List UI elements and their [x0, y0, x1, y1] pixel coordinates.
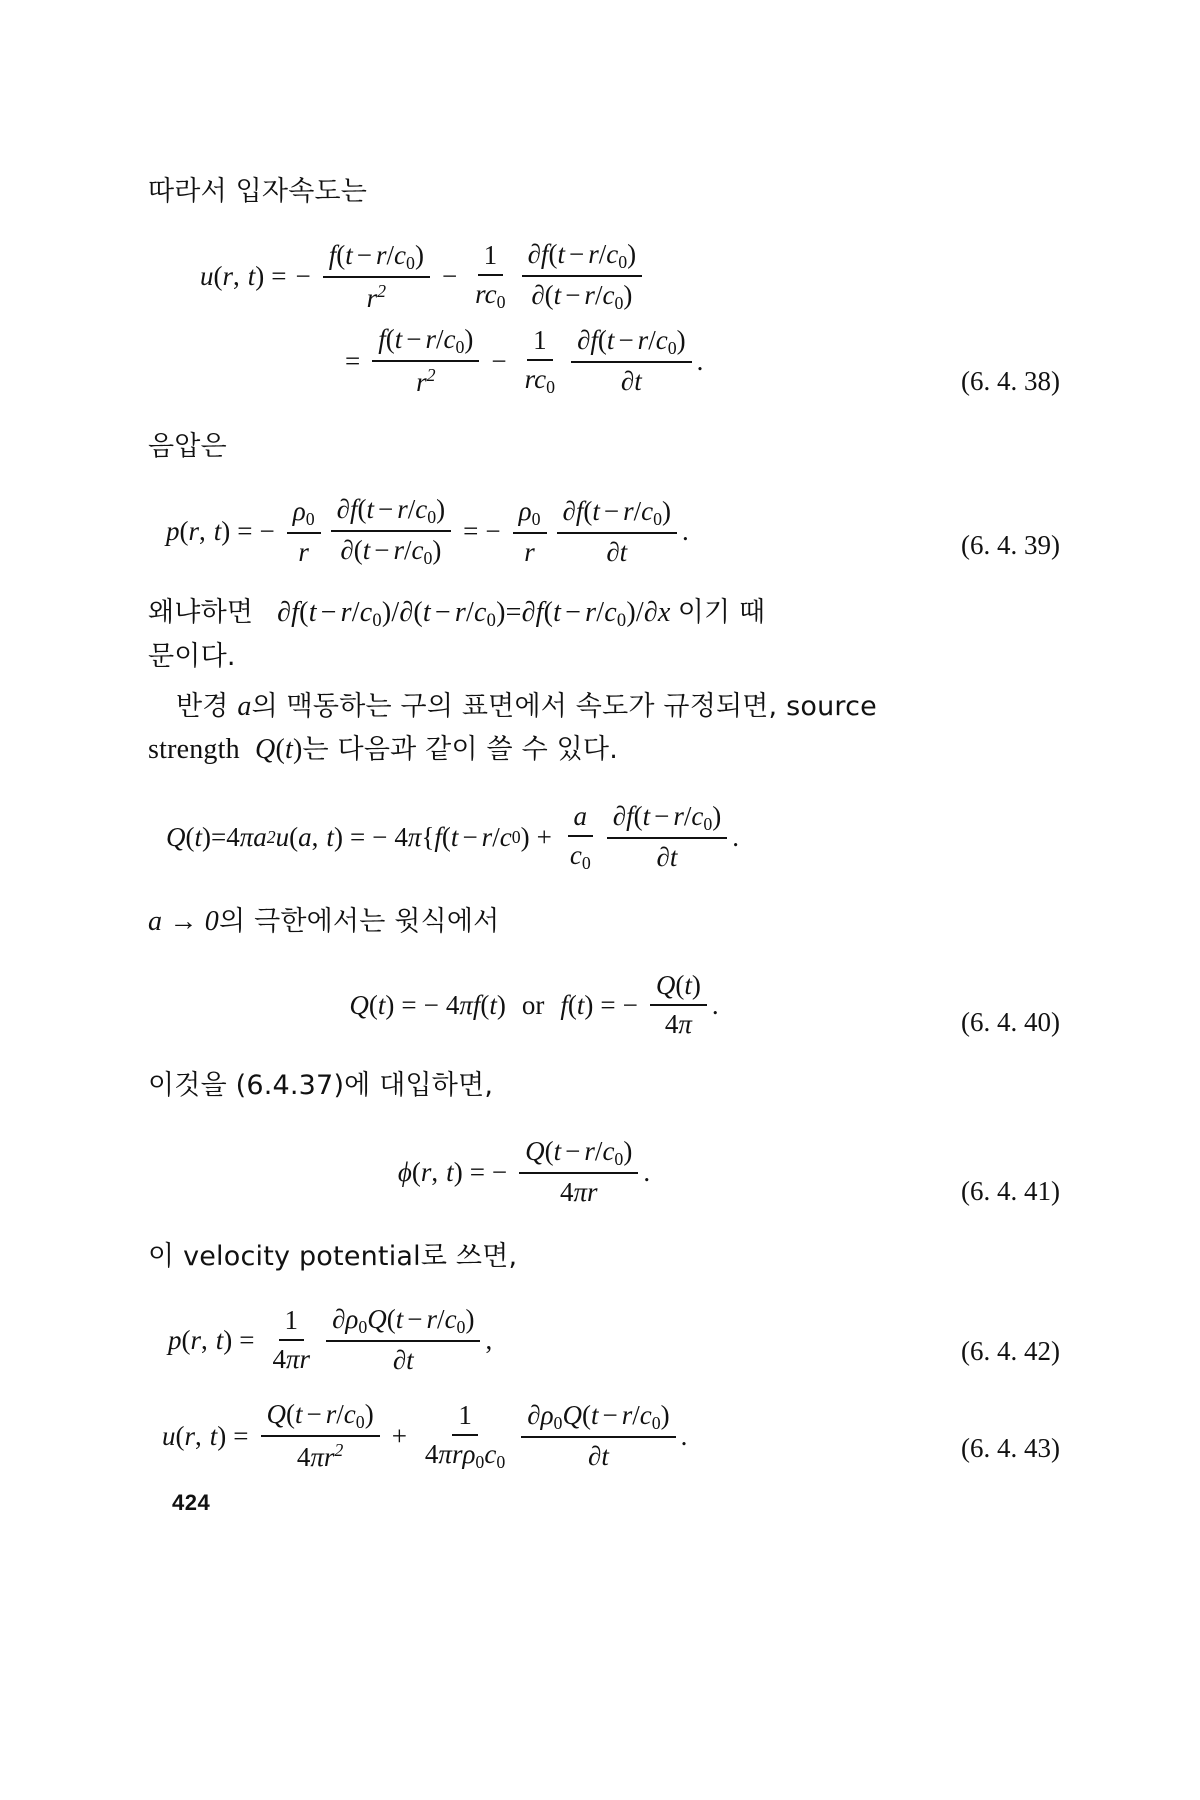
paragraph-line4: 문이다.	[148, 641, 236, 673]
page-number: 424	[172, 1490, 211, 1515]
equation-6-4-41: ϕ ( r , t ) = − $\frac{Q(t - r/c_0)}{4\pi r}$ . (6. 4. 41)	[397, 1135, 1060, 1207]
equation-tag-6-4-39: (6. 4. 39)	[961, 530, 1060, 561]
paragraph-line5: 반경 a의 맥동하는 구의 표면에서 속도가 규정되면, source	[176, 690, 877, 722]
paragraph-line6: strength Q(t)는 다음과 같이 쓸 수 있다.	[148, 734, 618, 766]
inline-equation-reason: $\partial f(t - r/c_0)/\partial(t - r/c_0)=\partial f(t - r/c_0)/\partial x$	[277, 597, 671, 631]
equation-6-4-38: u ( r , t ) = − $\frac{f(t - r/c_0)}{r^2}$ − $\frac{1}{rc_0}$ $\frac{\partial f(t - r/c_0)}{\partial(t - r/c_0)}$ = $\frac{f(t - r/c_0)}{r^2}$ − $\frac{1}{rc_0}$ $\frac{\partial f(t - r/c_0)}{\partial t}$ . (6. 4. 38)	[200, 239, 1060, 398]
equation-tag-6-4-42: (6. 4. 42)	[961, 1335, 1060, 1366]
symbol-a: a	[237, 690, 252, 722]
equation-6-4-43: u ( r , t ) = $\frac{Q(t - r/c_0)}{4\pi r^2}$ + $\frac{1}{4\pi r\rho_0c_0}$ $\frac{\partial\rho_0Q(t - r/c_0)}{\partial t}$ . (6. 4. 43)	[162, 1398, 1060, 1472]
equation-6-4-42: p ( r , t ) = $\frac{1}{4\pi r}$ $\frac{\partial\rho_0Q(t - r/c_0)}{\partial t}$ , (6. 4. 42)	[168, 1304, 1060, 1376]
equation-6-4-39: p ( r , t ) = − $\frac{\rho_0}{r}$ $\frac{\partial f(t - r/c_0)}{\partial(t - r/c_0)}$ = − $\frac{\rho_0}{r}$ $\frac{\partial f(t - r/c_0)}{\partial t}$ . (6. 4. 39)	[166, 494, 1060, 569]
paragraph-line1: 따라서 입자속도는	[148, 176, 368, 207]
paragraph-line9: 이 velocity potential로 쓰면,	[148, 1240, 518, 1272]
equation-tag-6-4-38: (6. 4. 38)	[961, 366, 1060, 397]
equation-tag-6-4-43: (6. 4. 43)	[961, 1432, 1060, 1463]
equation-tag-6-4-40: (6. 4. 40)	[961, 1007, 1060, 1038]
paragraph-line2: 음압은	[148, 431, 227, 463]
paragraph-line7: a → 0의 극한에서는 윗식에서	[148, 906, 500, 938]
paragraph-line3: 왜냐하면 $\partial f(t - r/c_0)/\partial(t - r/c_0)=\partial f(t - r/c_0)/\partial x$ 이기 때	[148, 597, 766, 631]
paragraph-line8: 이것을 (6.4.37)에 대입하면,	[148, 1070, 494, 1102]
equation-tag-6-4-41: (6. 4. 41)	[961, 1175, 1060, 1206]
equation-source-strength: Q ( t )=4 πa 2 u ( a , t ) = − 4 π { f ( t − r / c 0 ) + $\frac{a}{c_0}$ $\frac{\partial f(t - r/c_0)}{\partial t}$ .	[166, 801, 739, 874]
symbol-a-to-zero: a → 0	[148, 906, 219, 938]
equation-6-4-40: Q ( t ) = − 4 πf ( t ) or f ( t ) = − $\frac{Q(t)}{4\pi}$ . (6. 4. 40)	[349, 969, 1060, 1039]
page-content	[148, 170, 1060, 1496]
